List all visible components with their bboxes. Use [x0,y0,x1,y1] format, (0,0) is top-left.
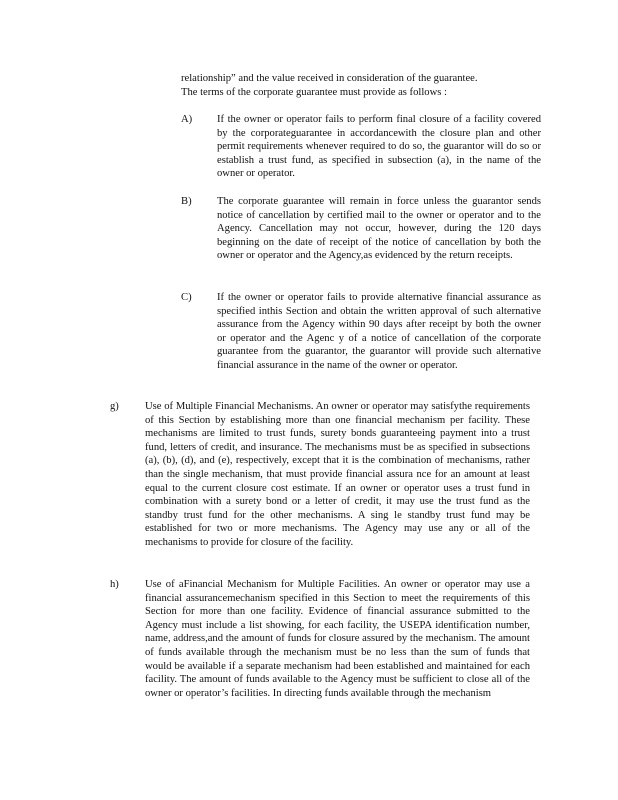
paragraph-h [110,578,530,700]
subsection-b [181,195,541,263]
subsection-a [181,113,541,181]
subsection-text: If the owner or operator fails to provide alternative financial assurance as specified inthis Section and obtain the written approval of such alternative assurance from the Agency within 90 days after receipt by both the owner or operator and the Agenc y of a notice of cancellation of the corporate guarantee from the guarantor, the guarantor will provide such alternative financial assurance in the name of the owner or operator. [217,292,541,371]
intro-line-1: relationship” and the value received in consideration of the guarantee. [181,73,478,84]
paragraph-text: Use of Multiple Financial Mechanisms. An owner or operator may satisfythe requirements of this Section by establishing more than one financial mechanism per facility. These mechanisms are limited to trust funds, surety bonds guaranteeing payment into a trust fund, letters of credit, and insurance. The mechanisms must be as specified in subsections (a), (b), (d), and (e), respectively, except that it is the combination of mechanisms, rather than the single mechanism, that must provide financial assura nce for an amount at least equal to the current closure cost estimate. If an owner or operator uses a trust fund in combination with a surety bond or a letter of credit, it may use the trust fund as the standby trust fund for the other mechanisms. A sing le standby trust fund may be established for two or more mechanisms. The Agency may use any or all of the mechanisms to provide for closure of the facility. [145,401,530,548]
paragraph-label: g) [110,401,119,412]
paragraph-text: Use of aFinancial Mechanism for Multiple Facilities. An owner or operator may use a financial assurancemechanism specified in this Section to meet the requirements of this Section for more than one facility. Evidence of financial assurance submitted to the Agency must include a list showing, for each facility, the USEPA identification number, name, address,and the amount of funds for closure assured by the mechanism. The amount of funds available through the mechanism must be no less than the sum of funds that would be available if a separate mechanism had been established and maintained for each facility. The amount of funds available to the Agency must be sufficient to close all of the owner or operator’s facilities. In directing funds available through the mechanism [145,579,530,699]
paragraph-g [110,400,530,550]
subsection-label: B) [181,196,192,207]
subsection-text: The corporate guarantee will remain in force unless the guarantor sends notice of cancellation by certified mail to the owner or operator and to the Agency. Cancellation may not occur, however, during the 120 days beginning on the date of receipt of the notice of cancellation by both the owner or operator and the Agency,as evidenced by the return receipts. [217,196,541,262]
subsection-text: If the owner or operator fails to perform final closure of a facility covered by the corporateguarantee in accordancewith the closure plan and other permit requirements whenever required to do so, the guarantor will do so or establish a trust fund, as specified in subsection (a), in the name of the owner or operator. [217,114,541,180]
paragraph-label: h) [110,579,119,590]
intro-block [181,72,521,99]
subsection-c [181,291,541,373]
intro-line-2: The terms of the corporate guarantee must provide as follows : [181,86,447,98]
subsection-label: A) [181,114,193,125]
subsection-label: C) [181,292,192,303]
